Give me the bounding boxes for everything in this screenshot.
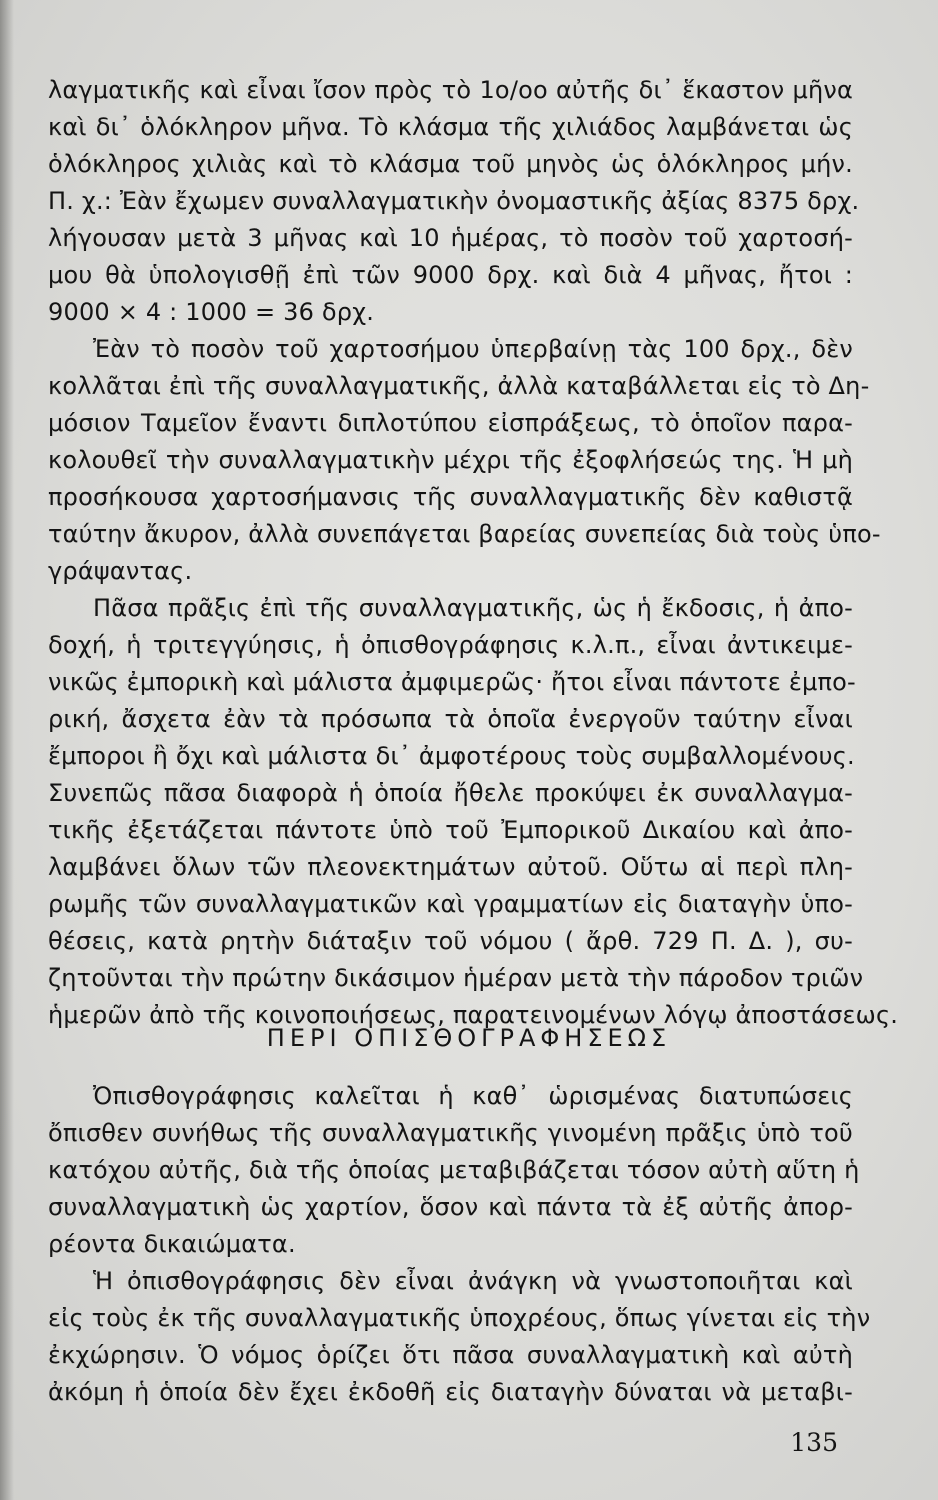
text-line: ὄπισθεν συνήθως τῆς συναλλαγματικῆς γινομένη πρᾶξις ὑπὸ τοῦ [48,1119,853,1147]
text-line: κολλᾶται ἐπὶ τῆς συναλλαγματικῆς, ἀλλὰ καταβάλλεται εἰς τὸ Δη- [48,372,870,400]
text-line: Ἡ ὀπισθογράφησις δὲν εἶναι ἀνάγκη νὰ γνωστοποιῆται καὶ [93,1267,853,1295]
lower-text-block [48,1078,871,1411]
text-line: λήγουσαν μετὰ 3 μῆνας καὶ 10 ἡμέρας, τὸ ποσὸν τοῦ χαρτοσή- [48,224,853,252]
text-line: Π. χ.: Ἐὰν ἔχωμεν συναλλαγματικὴν ὀνομαστικῆς ἀξίας 8375 δρχ. [48,187,860,215]
text-line: κατόχου αὐτῆς, διὰ τῆς ὁποίας μεταβιβάζεται τόσον αὐτὴ αὕτη ἡ [48,1156,860,1184]
text-line: Ἐὰν τὸ ποσὸν τοῦ χαρτοσήμου ὑπερβαίνῃ τὰς 100 δρχ., δὲν [93,335,853,363]
text-line: καὶ δι᾿ ὁλόκληρον μῆνα. Τὸ κλάσμα τῆς χιλιάδος λαμβάνεται ὡς [48,113,853,141]
text-line: μου θὰ ὑπολογισθῇ ἐπὶ τῶν 9000 δρχ. καὶ διὰ 4 μῆνας, ἤτοι : [48,261,853,289]
text-line: λαγματικῆς καὶ εἶναι ἴσον πρὸς τὸ 1ο/οο αὐτῆς δι᾿ ἕκαστον μῆνα [48,76,853,104]
text-line: γράψαντας. [48,557,193,585]
text-line: προσήκουσα χαρτοσήμανσις τῆς συναλλαγματικῆς δὲν καθιστᾷ [48,483,853,511]
page-gutter-shadow [0,0,14,1500]
text-line: ὁλόκληρος χιλιὰς καὶ τὸ κλάσμα τοῦ μηνὸς ὡς ὁλόκληρος μήν. [48,150,853,178]
upper-text-block [48,72,899,1034]
text-line: Συνεπῶς πᾶσα διαφορὰ ἡ ὁποία ἤθελε προκύψει ἐκ συναλλαγμα- [48,779,853,807]
text-line: κολουθεῖ τὴν συναλλαγματικὴν μέχρι τῆς ἐξοφλήσεώς της. Ἡ μὴ [48,446,853,474]
text-line: ἀκόμη ἡ ὁποία δὲν ἔχει ἐκδοθῆ εἰς διαταγὴν δύναται νὰ μεταβι- [48,1378,853,1406]
text-line: ζητοῦνται τὴν πρώτην δικάσιμον ἡμέραν μετὰ τὴν πάροδον τριῶν [48,964,864,992]
text-line: ἐκχώρησιν. Ὁ νόμος ὁρίζει ὅτι πᾶσα συναλλαγματικὴ καὶ αὐτὴ [48,1341,853,1369]
text-line: Ὀπισθογράφησις καλεῖται ἡ καθ᾿ ὡρισμένας διατυπώσεις [93,1082,853,1110]
text-line: νικῶς ἐμπορικὴ καὶ μάλιστα ἀμφιμερῶς· ἤτοι εἶναι πάντοτε ἐμπο- [48,668,856,696]
text-line: μόσιον Ταμεῖον ἔναντι διπλοτύπου εἰσπράξεως, τὸ ὁποῖον παρα- [48,409,853,437]
page-number: 135 [790,1428,838,1457]
text-line: ἔμποροι ἢ ὄχι καὶ μάλιστα δι᾿ ἀμφοτέρους τοὺς συμβαλλομένους. [48,742,855,770]
text-line: λαμβάνει ὅλων τῶν πλεονεκτημάτων αὐτοῦ. Οὕτω αἱ περὶ πλη- [48,853,853,881]
section-heading: ΠΕΡΙ ΟΠΙΣΘΟΓΡΑΦΗΣΕΩΣ [266,1024,672,1052]
text-line: ρέοντα δικαιώματα. [48,1230,296,1258]
text-line: Πᾶσα πρᾶξις ἐπὶ τῆς συναλλαγματικῆς, ὡς ἡ ἔκδοσις, ἡ ἀπο- [93,594,853,622]
text-line: 9000 × 4 : 1000 = 36 δρχ. [48,298,375,326]
text-line: θέσεις, κατὰ ρητὴν διάταξιν τοῦ νόμου ( ἄρθ. 729 Π. Δ. ), συ- [48,927,853,955]
text-line: δοχή, ἡ τριτεγγύησις, ἡ ὀπισθογράφησις κ.λ.π., εἶναι ἀντικειμε- [48,631,853,659]
text-line: ρική, ἄσχετα ἐὰν τὰ πρόσωπα τὰ ὁποῖα ἐνεργοῦν ταύτην εἶναι [48,705,853,733]
text-line: ρωμῆς τῶν συναλλαγματικῶν καὶ γραμματίων εἰς διαταγὴν ὑπο- [48,890,853,918]
text-line: ἡμερῶν ἀπὸ τῆς κοινοποιήσεως, παρατεινομένων λόγῳ ἀποστάσεως. [48,1001,899,1029]
text-line: συναλλαγματικὴ ὡς χαρτίον, ὅσον καὶ πάντα τὰ ἐξ αὐτῆς ἀπορ- [48,1193,853,1221]
text-line: τικῆς ἐξετάζεται πάντοτε ὑπὸ τοῦ Ἐμπορικοῦ Δικαίου καὶ ἀπο- [48,816,853,844]
text-line: ταύτην ἄκυρον, ἀλλὰ συνεπάγεται βαρείας συνεπείας διὰ τοὺς ὑπο- [48,520,881,548]
text-line: εἰς τοὺς ἐκ τῆς συναλλαγματικῆς ὑποχρέους, ὅπως γίνεται εἰς τὴν [48,1304,871,1332]
